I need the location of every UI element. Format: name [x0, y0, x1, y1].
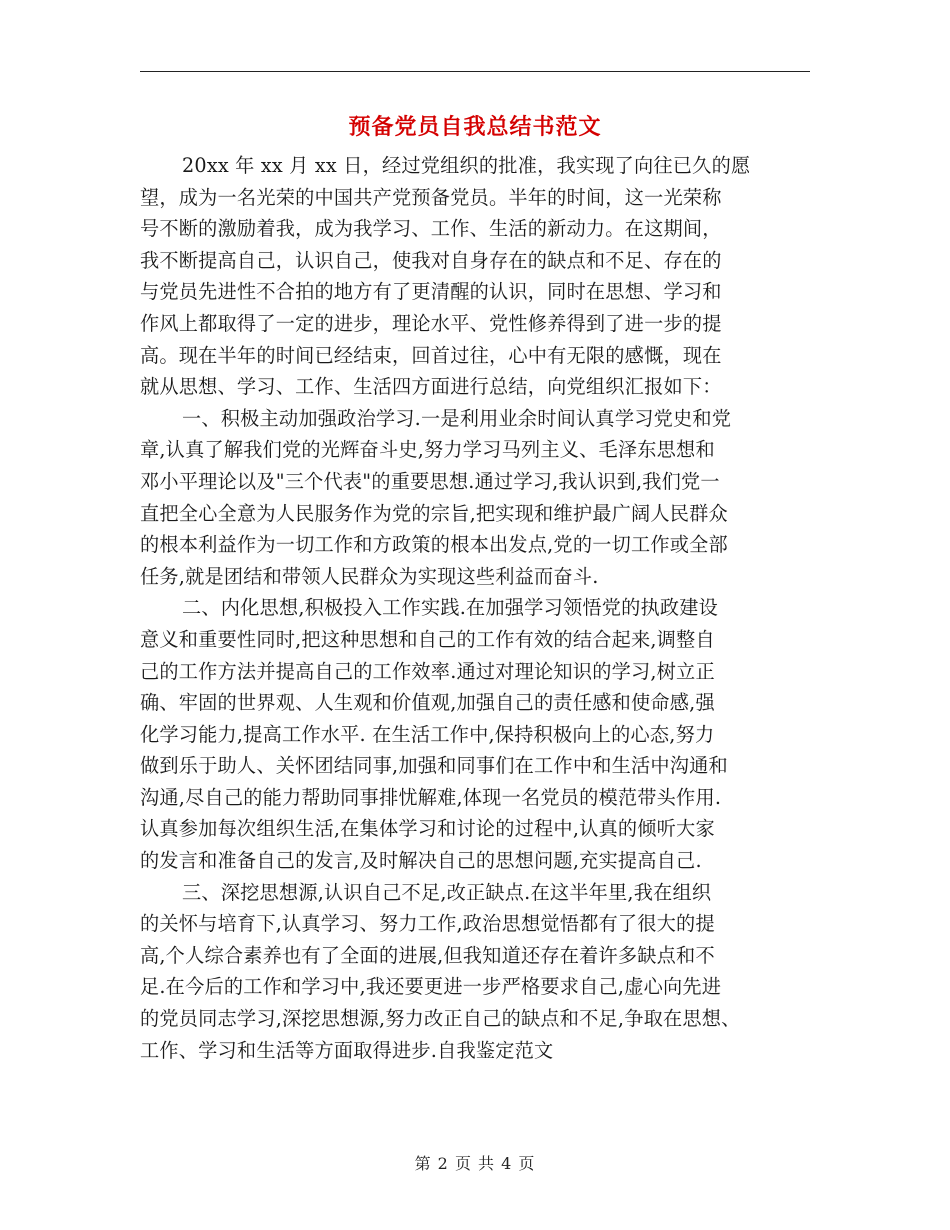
text-line: 就从思想、学习、工作、生活四方面进行总结，向党组织汇报如下： [140, 375, 722, 399]
document-body [140, 150, 812, 1066]
text-line: 的党员同志学习,深挖思想源,努力改正自己的缺点和不足,争取在思想、 [140, 1007, 741, 1031]
text-line: 沟通,尽自己的能力帮助同事排忧解难,体现一名党员的模范带头作用. [140, 785, 722, 809]
paragraph-intro [140, 150, 812, 403]
text-line: 的关怀与培育下,认真学习、努力工作,政治思想觉悟都有了很大的提 [140, 912, 715, 936]
paragraph-section-3 [140, 877, 812, 1067]
text-line: 认真参加每次组织生活,在集体学习和讨论的过程中,认真的倾听大家 [140, 817, 715, 841]
text-line: 与党员先进性不合拍的地方有了更清醒的认识，同时在思想、学习和 [140, 280, 722, 304]
text-line: 作风上都取得了一定的进步，理论水平、党性修养得到了进一步的提 [140, 311, 722, 335]
text-line: 一、积极主动加强政治学习.一是利用业余时间认真学习党史和党 [182, 406, 732, 430]
text-line: 20xx 年 xx 月 xx 日，经过党组织的批准，我实现了向往已久的愿 [182, 154, 751, 177]
text-line: 邓小平理论以及"三个代表"的重要思想.通过学习,我认识到,我们党一 [140, 469, 720, 493]
text-line: 望，成为一名光荣的中国共产党预备党员。半年的时间，这一光荣称 [140, 185, 722, 209]
document-title: 预备党员自我总结书范文 [348, 114, 602, 140]
text-line: 的发言和准备自己的发言,及时解决自己的思想问题,充实提高自己. [140, 849, 702, 873]
page-number-footer: 第 2 页 共 4 页 [414, 1154, 536, 1173]
text-line: 的根本利益作为一切工作和方政策的根本出发点,党的一切工作或全部 [140, 533, 728, 557]
text-line: 直把全心全意为人民服务作为党的宗旨,把实现和维护最广阔人民群众 [140, 501, 728, 525]
text-line: 己的工作方法并提高自己的工作效率.通过对理论知识的学习,树立正 [140, 659, 715, 683]
text-line: 化学习能力,提高工作水平. 在生活工作中,保持积极向上的心态,努力 [140, 722, 715, 746]
text-line: 任务,就是团结和带领人民群众为实现这些利益而奋斗. [140, 564, 599, 588]
header-rule [140, 71, 810, 72]
text-line: 我不断提高自己，认识自己，使我对自身存在的缺点和不足、存在的 [140, 248, 722, 272]
text-line: 二、内化思想,积极投入工作实践.在加强学习领悟党的执政建设 [182, 596, 719, 620]
paragraph-section-2 [140, 592, 812, 876]
paragraph-section-1 [140, 403, 812, 593]
text-line: 意义和重要性同时,把这种思想和自己的工作有效的结合起来,调整自 [140, 627, 715, 651]
text-line: 号不断的激励着我，成为我学习、工作、生活的新动力。在这期间， [140, 217, 722, 241]
text-line: 足.在今后的工作和学习中,我还要更进一步严格要求自己,虚心向先进 [140, 975, 722, 999]
text-line: 工作、学习和生活等方面取得进步.自我鉴定范文 [140, 1038, 554, 1062]
text-line: 确、牢固的世界观、人生观和价值观,加强自己的责任感和使命感,强 [140, 691, 715, 715]
text-line: 章,认真了解我们党的光辉奋斗史,努力学习马列主义、毛泽东思想和 [140, 438, 715, 462]
text-line: 高。现在半年的时间已经结束，回首过往，心中有无限的感慨，现在 [140, 343, 722, 367]
text-line: 三、深挖思想源,认识自己不足,改正缺点.在这半年里,我在组织 [182, 880, 712, 904]
text-line: 做到乐于助人、关怀团结同事,加强和同事们在工作中和生活中沟通和 [140, 754, 728, 778]
text-line: 高,个人综合素养也有了全面的进展,但我知道还存在着许多缺点和不 [140, 943, 715, 967]
